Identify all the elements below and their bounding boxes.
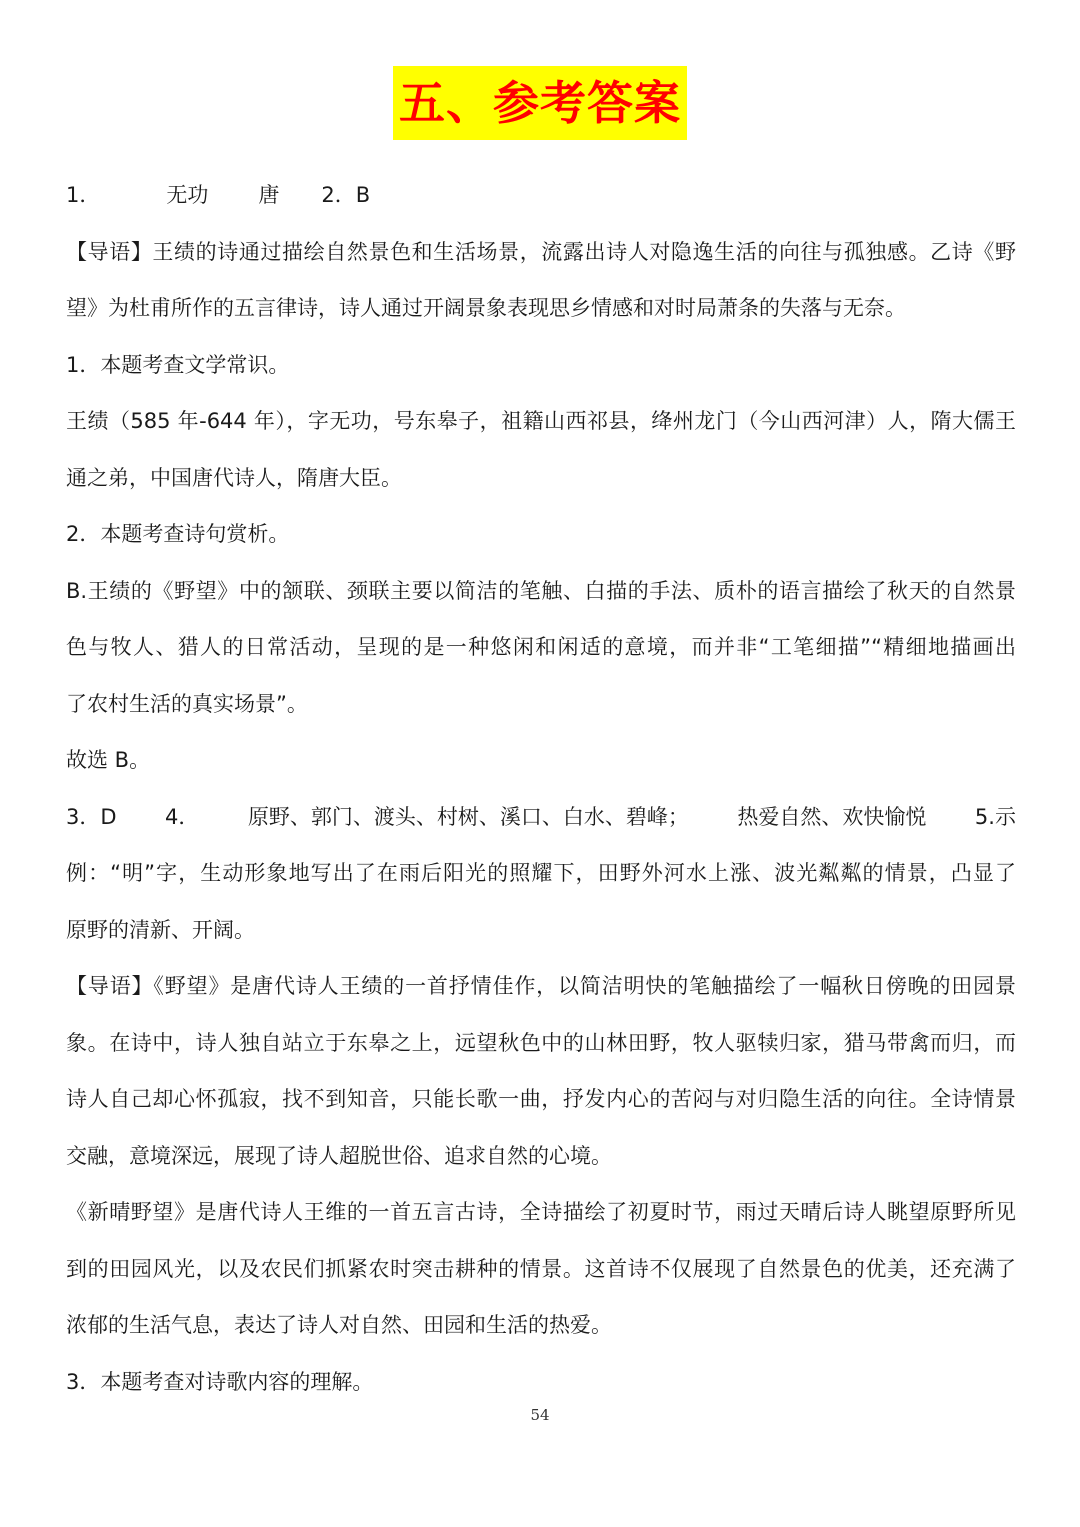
author-bio-line-a: 王绩（585 年-644 年），字无功，号东皋子，祖籍山西祁县，绛州龙门（今山西河津）人，隋大儒王 <box>66 409 1016 433</box>
title-block <box>0 66 1080 140</box>
q1-number: 1． <box>66 183 101 207</box>
note-question-1: 1．本题考查文学常识。 <box>66 352 290 377</box>
intro-paragraph-2-line-b: 象。在诗中，诗人独自站立于东皋之上，远望秋色中的山林田野，牧人驱犊归家，猎马带禽而归，而 <box>66 1030 1016 1055</box>
q1-answer-name: 无功 <box>166 183 209 207</box>
note-question-2: 2．本题考查诗句赏析。 <box>66 522 290 546</box>
analysis-line-b: 色与牧人、猎人的日常活动，呈现的是一种悠闲和闲适的意境，而并非“工笔细描”“精细地描画出 <box>66 635 1016 659</box>
analysis-line-a: B.王绩的《野望》中的颔联、颈联主要以简洁的笔触、白描的手法、质朴的语言描绘了秋天的自然景 <box>66 578 1016 603</box>
poem2-paragraph-line-a: 《新晴野望》是唐代诗人王维的一首五言古诗，全诗描绘了初夏时节，雨过天晴后诗人眺望原野所见 <box>66 1200 1016 1224</box>
note-question-3: 3．本题考查对诗歌内容的理解。 <box>66 1369 374 1394</box>
author-bio-line-b: 通之弟，中国唐代诗人，隋唐大臣。 <box>66 465 402 490</box>
poem2-paragraph-line-c: 浓郁的生活气息，表达了诗人对自然、田园和生活的热爱。 <box>66 1313 612 1337</box>
intro-paragraph-2-line-d: 交融，意境深远，展现了诗人超脱世俗、追求自然的心境。 <box>66 1143 612 1168</box>
page-number: 54 <box>530 1406 550 1424</box>
analysis-line-c: 了农村生活的真实场景”。 <box>66 691 308 716</box>
answer-line-q3-q5 <box>66 789 1016 846</box>
q1-answer-dynasty: 唐 <box>258 183 280 207</box>
q3-answer: 3．D <box>66 804 117 829</box>
poem2-paragraph-line-b: 到的田园风光，以及农民们抓紧农时突击耕种的情景。这首诗不仅展现了自然景色的优美，还充满了 <box>66 1256 1016 1281</box>
answer-body <box>66 167 1016 1410</box>
choice-line: 故选 B。 <box>66 748 151 772</box>
q5-number: 5.示 <box>974 804 1016 829</box>
q4-answer-emotion: 热爱自然、欢快愉悦 <box>737 804 927 829</box>
answer-line-q1-q2 <box>66 167 1016 224</box>
q2-answer: 2．B <box>321 183 371 207</box>
intro-paragraph-2-line-c: 诗人自己却心怀孤寂，找不到知音，只能长歌一曲，抒发内心的苦闷与对归隐生活的向往。全诗情景 <box>66 1087 1016 1111</box>
q5-answer-line-a: 例：“明”字，生动形象地写出了在雨后阳光的照耀下，田野外河水上涨、波光粼粼的情景，凸显了 <box>66 861 1016 885</box>
q4-number: 4． <box>165 804 200 829</box>
intro-paragraph-1-line-a: 【导语】王绩的诗通过描绘自然景色和生活场景，流露出诗人对隐逸生活的向往与孤独感。乙诗《野 <box>66 239 1016 264</box>
q5-answer-line-b: 原野的清新、开阔。 <box>66 917 255 942</box>
intro-paragraph-1-line-b: 望》为杜甫所作的五言律诗，诗人通过开阔景象表现思乡情感和对时局萧条的失落与无奈。 <box>66 296 906 320</box>
page-title: 五、参考答案 <box>393 66 687 140</box>
q4-answer-scenery: 原野、郭门、渡头、村树、溪口、白水、碧峰； <box>247 804 689 829</box>
intro-paragraph-2-line-a: 【导语】《野望》是唐代诗人王绩的一首抒情佳作，以简洁明快的笔触描绘了一幅秋日傍晚的田园景 <box>66 974 1016 998</box>
